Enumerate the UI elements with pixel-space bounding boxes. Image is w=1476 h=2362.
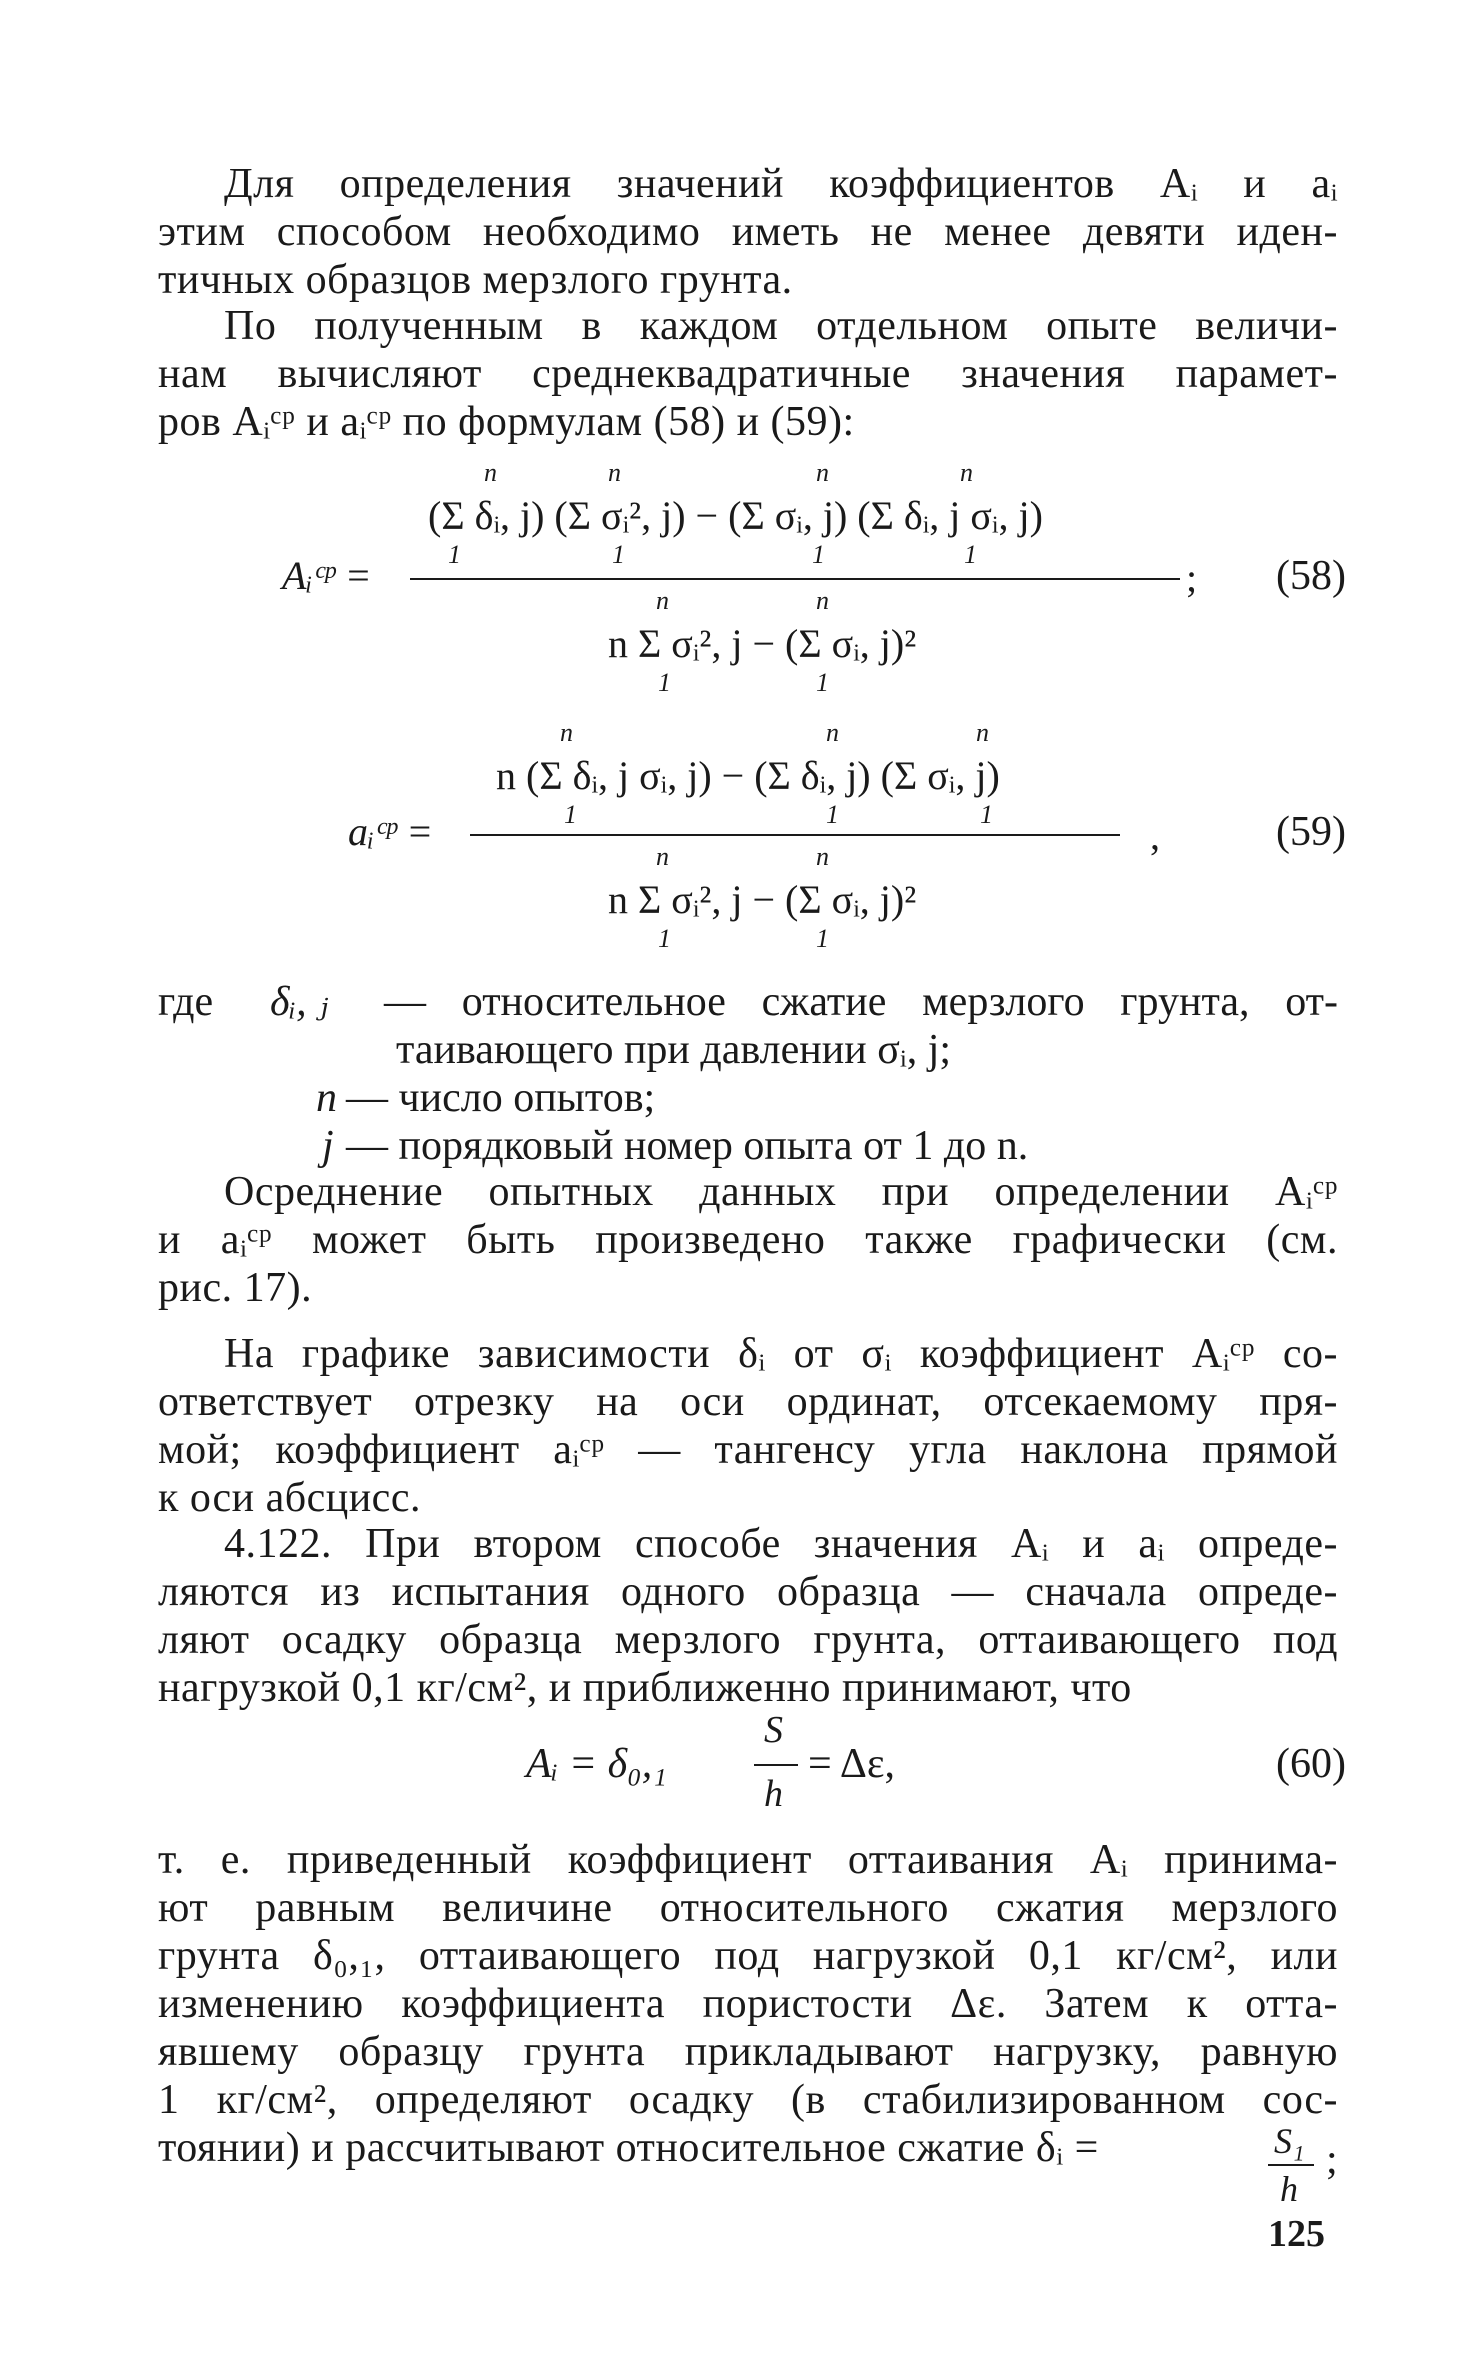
formula-58-terminator: ; <box>1186 555 1198 600</box>
sum-upper-limit: n <box>826 718 839 747</box>
sum-lower-limit: 1 <box>564 800 577 829</box>
inline-fraction-denominator: h <box>1280 2169 1298 2209</box>
paragraph-line: тичных образцов мерзлого грунта. <box>158 257 793 303</box>
sum-upper-limit: n <box>484 458 497 487</box>
paragraph-line: нагрузкой 0,1 кг/см², и приближенно принимают, что <box>158 1665 1132 1711</box>
paragraph-line: т. е. приведенный коэффициент оттаивания Aᵢ принима- <box>158 1837 1338 1883</box>
paragraph-line: грунта δ₀,₁, оттаивающего под нагрузкой 0,1 кг/см², или <box>158 1933 1338 1979</box>
sum-upper-limit: n <box>656 586 669 615</box>
paragraph-line: ответствует отрезку на оси ординат, отсекаемому пря- <box>158 1379 1338 1425</box>
formula-58-lhs: Aᵢᶜᵖ = <box>282 553 372 598</box>
sum-upper-limit: n <box>816 586 829 615</box>
paragraph-line: ют равным величине относительного сжатия мерзлого <box>158 1885 1338 1931</box>
sum-lower-limit: 1 <box>816 668 829 697</box>
paragraph-line: 1 кг/см², определяют осадку (в стабилизированном сос- <box>158 2077 1338 2123</box>
paragraph-4 <box>158 1330 1338 1522</box>
sum-upper-limit: n <box>816 842 829 871</box>
sum-lower-limit: 1 <box>826 800 839 829</box>
fraction-bar <box>754 1764 798 1766</box>
where-definition: — порядковый номер опыта от 1 до n. <box>346 1123 1029 1169</box>
sum-lower-limit: 1 <box>658 924 671 953</box>
where-symbol: j <box>322 1123 334 1169</box>
where-definition: — относительное сжатие мерзлого грунта, от- <box>384 979 1338 1025</box>
formula-58-numerator: (Σ δᵢ, j) (Σ σᵢ², j) − (Σ σᵢ, j) (Σ δᵢ, j σᵢ, j) <box>428 493 1043 538</box>
sum-upper-limit: n <box>608 458 621 487</box>
formula-59-lhs: aᵢᶜᵖ = <box>348 809 434 854</box>
formula-59-terminator: , <box>1150 813 1160 858</box>
sum-lower-limit: 1 <box>964 540 977 569</box>
sum-upper-limit: n <box>816 458 829 487</box>
fraction-bar <box>470 834 1120 836</box>
paragraph-line: Осреднение опытных данных при определении Aᵢᶜᵖ <box>224 1169 1338 1215</box>
sum-upper-limit: n <box>656 842 669 871</box>
paragraph-line: На графике зависимости δᵢ от σᵢ коэффициент Aᵢᶜᵖ со- <box>224 1331 1338 1377</box>
paragraph-3 <box>158 1168 1338 1312</box>
sum-lower-limit: 1 <box>980 800 993 829</box>
fraction-bar <box>410 578 1180 580</box>
page-number: 125 <box>1268 2213 1325 2255</box>
sum-lower-limit: 1 <box>816 924 829 953</box>
paragraph-2 <box>158 302 1338 446</box>
paragraph-line: тоянии) и рассчитывают относительное сжатие δᵢ = <box>158 2125 1099 2171</box>
formula-59-numerator: n (Σ δᵢ, j σᵢ, j) − (Σ δᵢ, j) (Σ σᵢ, j) <box>496 753 1000 798</box>
paragraph-5 <box>158 1520 1338 1712</box>
where-definition: таивающего при давлении σᵢ, j; <box>396 1027 952 1073</box>
formula-60-fraction-denominator: h <box>764 1773 783 1815</box>
paragraph-line: Для определения значений коэффициентов Aᵢ и aᵢ <box>224 161 1338 207</box>
sum-upper-limit: n <box>560 718 573 747</box>
formula-60-fraction-numerator: S <box>764 1709 783 1751</box>
paragraph-line: явшему образцу грунта прикладывают нагрузку, равную <box>158 2029 1338 2075</box>
paragraph-line: рис. 17). <box>158 1265 313 1311</box>
sum-lower-limit: 1 <box>812 540 825 569</box>
paragraph-line: и aᵢᶜᵖ может быть произведено также графически (см. <box>158 1217 1338 1263</box>
paragraph-line: ров Aᵢᶜᵖ и aᵢᶜᵖ по формулам (58) и (59): <box>158 399 855 445</box>
where-symbol: δᵢ, ⱼ <box>270 979 329 1025</box>
paragraph-line: ляют осадку образца мерзлого грунта, оттаивающего под <box>158 1617 1338 1663</box>
paragraph-line: ляются из испытания одного образца — сначала опреде- <box>158 1569 1338 1615</box>
paragraph-6 <box>158 1836 1338 2172</box>
paragraph-line: По полученным в каждом отдельном опыте величи- <box>224 303 1338 349</box>
where-definition: — число опытов; <box>346 1075 656 1121</box>
sum-upper-limit: n <box>976 718 989 747</box>
fraction-bar <box>1268 2164 1314 2166</box>
where-symbol: n <box>316 1075 337 1121</box>
paragraph-line: мой; коэффициент aᵢᶜᵖ — тангенсу угла наклона прямой <box>158 1427 1338 1473</box>
paragraph-line: нам вычисляют среднеквадратичные значения парамет- <box>158 351 1338 397</box>
sum-upper-limit: n <box>960 458 973 487</box>
formula-58-denominator: n Σ σᵢ², j − (Σ σᵢ, j)² <box>608 621 917 666</box>
formula-60-lhs: Aᵢ = δ₀,₁ <box>526 1741 667 1787</box>
sum-lower-limit: 1 <box>612 540 625 569</box>
paragraph-line: изменению коэффициента пористости Δε. Затем к отта- <box>158 1981 1338 2027</box>
inline-fraction-numerator: S₁ <box>1274 2121 1305 2161</box>
paragraph-1 <box>158 160 1338 304</box>
paragraph-line: 4.122. При втором способе значения Aᵢ и aᵢ опреде- <box>224 1521 1338 1567</box>
equation-number-59: (59) <box>1276 809 1346 855</box>
sentence-terminator: ; <box>1326 2137 1338 2183</box>
equation-number-60: (60) <box>1276 1741 1346 1787</box>
equation-number-58: (58) <box>1276 553 1346 599</box>
formula-60-rhs: = Δε, <box>808 1741 896 1787</box>
sum-lower-limit: 1 <box>448 540 461 569</box>
paragraph-line: этим способом необходимо иметь не менее девяти иден- <box>158 209 1338 255</box>
sum-lower-limit: 1 <box>658 668 671 697</box>
formula-59-denominator: n Σ σᵢ², j − (Σ σᵢ, j)² <box>608 877 917 922</box>
paragraph-line: к оси абсцисс. <box>158 1475 421 1521</box>
where-label: где <box>158 979 214 1025</box>
